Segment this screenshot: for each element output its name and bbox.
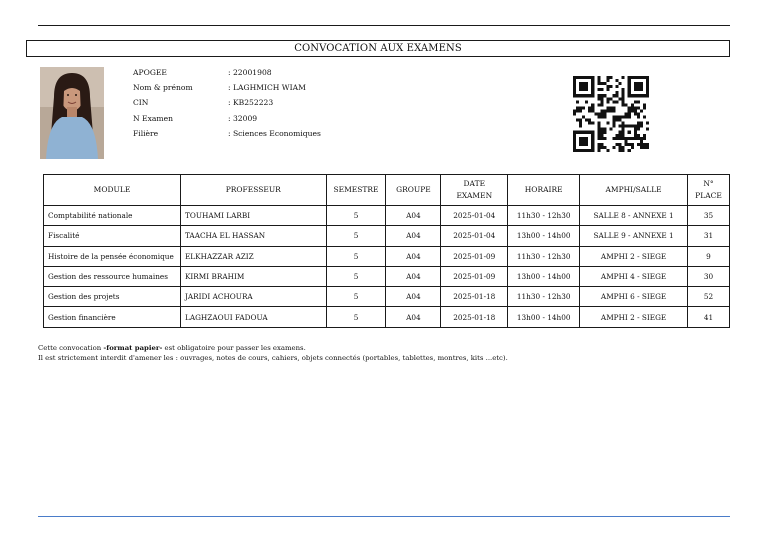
exams-table (43, 174, 730, 328)
cell-date: 2025-01-04 (441, 226, 508, 246)
cell-professeur: ELKHAZZAR AZIZ (180, 246, 326, 266)
table-row (44, 226, 730, 246)
date-header-line2: EXAMEN (456, 191, 493, 200)
cell-groupe: A04 (386, 246, 441, 266)
cell-professeur: KIRMI BRAHIM (180, 266, 326, 286)
cell-amphi: AMPHI 6 - SIEGE (580, 287, 688, 307)
cell-horaire: 13h00 - 14h00 (508, 266, 580, 286)
note-line-1-pre: Cette convocation (38, 344, 104, 352)
cell-place: 30 (688, 266, 730, 286)
table-row (44, 307, 730, 327)
info-label: Filière (133, 128, 159, 138)
cell-module: Fiscalité (44, 226, 181, 246)
info-value: : LAGHMICH WIAM (228, 83, 306, 93)
cell-professeur: TAACHA EL HASSAN (180, 226, 326, 246)
table-row (44, 246, 730, 266)
cell-horaire: 11h30 - 12h30 (508, 206, 580, 226)
qr-code-icon (573, 76, 649, 152)
col-header-amphi: AMPHI/SALLE (580, 175, 688, 206)
exam-rules-notes (38, 343, 508, 363)
cell-module: Histoire de la pensée économique (44, 246, 181, 266)
table-row (44, 206, 730, 226)
info-value: : 32009 (228, 113, 258, 123)
place-header-line1: N° (703, 179, 714, 188)
cell-semestre: 5 (326, 206, 386, 226)
cell-groupe: A04 (386, 287, 441, 307)
cell-professeur: LAGHZAOUI FADOUA (180, 307, 326, 327)
note-line-1-bold: -format papier- (103, 344, 163, 352)
cell-module: Gestion des projets (44, 287, 181, 307)
note-line-1-post: est obligatoire pour passer les examens. (162, 344, 306, 352)
cell-semestre: 5 (326, 226, 386, 246)
date-header-line1: DATE (463, 179, 486, 188)
cell-semestre: 5 (326, 307, 386, 327)
info-value: : 22001908 (228, 68, 272, 77)
cell-place: 35 (688, 206, 730, 226)
info-value: : Sciences Economiques (228, 128, 321, 138)
cell-amphi: SALLE 8 - ANNEXE 1 (580, 206, 688, 226)
cell-horaire: 11h30 - 12h30 (508, 246, 580, 266)
cell-professeur: TOUHAMI LARBI (180, 206, 326, 226)
info-label: APOGEE (133, 68, 167, 77)
note-line-2: Il est strictement interdit d'amener les : ouvrages, notes de cours, cahiers, objets connectés (portables, tablettes, montres, kits ...etc). (38, 354, 508, 362)
cell-place: 41 (688, 307, 730, 327)
cell-amphi: AMPHI 4 - SIEGE (580, 266, 688, 286)
document-title: CONVOCATION AUX EXAMENS (26, 40, 730, 57)
cell-horaire: 11h30 - 12h30 (508, 287, 580, 307)
col-header-groupe: GROUPE (386, 175, 441, 206)
cell-place: 9 (688, 246, 730, 266)
table-row (44, 266, 730, 286)
cell-amphi: AMPHI 2 - SIEGE (580, 307, 688, 327)
cell-module: Gestion des ressource humaines (44, 266, 181, 286)
table-header-row (44, 175, 730, 206)
info-label: CIN (133, 98, 149, 108)
cell-horaire: 13h00 - 14h00 (508, 307, 580, 327)
top-divider (38, 25, 730, 26)
place-header-line2: PLACE (695, 191, 722, 200)
cell-semestre: 5 (326, 287, 386, 307)
cell-groupe: A04 (386, 266, 441, 286)
col-header-date (441, 175, 508, 206)
note-line-1 (38, 343, 508, 353)
col-header-horaire: HORAIRE (508, 175, 580, 206)
cell-date: 2025-01-04 (441, 206, 508, 226)
cell-amphi: SALLE 9 - ANNEXE 1 (580, 226, 688, 246)
cell-place: 31 (688, 226, 730, 246)
info-label: N Examen (133, 113, 173, 123)
student-photo (40, 67, 104, 159)
info-label: Nom & prénom (133, 83, 193, 93)
col-header-semestre: SEMESTRE (326, 175, 386, 206)
info-value: : KB252223 (228, 98, 274, 108)
cell-date: 2025-01-09 (441, 266, 508, 286)
col-header-place (688, 175, 730, 206)
col-header-professeur: PROFESSEUR (180, 175, 326, 206)
cell-date: 2025-01-18 (441, 287, 508, 307)
cell-semestre: 5 (326, 266, 386, 286)
cell-groupe: A04 (386, 226, 441, 246)
col-header-module: MODULE (44, 175, 181, 206)
cell-horaire: 13h00 - 14h00 (508, 226, 580, 246)
cell-groupe: A04 (386, 307, 441, 327)
cell-amphi: AMPHI 2 - SIEGE (580, 246, 688, 266)
cell-groupe: A04 (386, 206, 441, 226)
cell-place: 52 (688, 287, 730, 307)
cell-date: 2025-01-09 (441, 246, 508, 266)
cell-date: 2025-01-18 (441, 307, 508, 327)
table-row (44, 287, 730, 307)
cell-module: Comptabilité nationale (44, 206, 181, 226)
bottom-divider (38, 516, 730, 517)
cell-module: Gestion financière (44, 307, 181, 327)
cell-semestre: 5 (326, 246, 386, 266)
cell-professeur: JARIDI ACHOURA (180, 287, 326, 307)
